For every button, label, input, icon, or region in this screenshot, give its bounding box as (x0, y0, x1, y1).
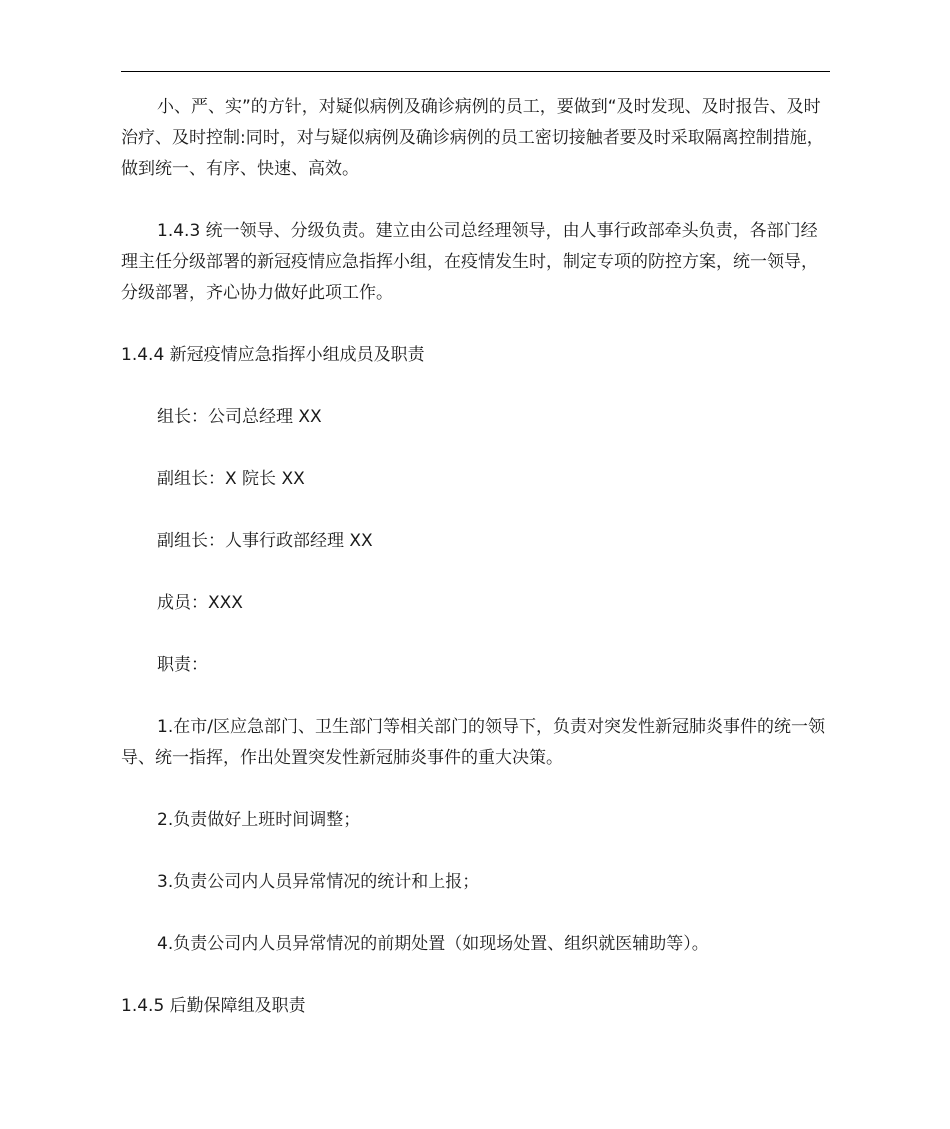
section-heading-logistics-group: 1.4.5 后勤保障组及职责 (121, 996, 306, 1016)
duty-item-1: 1.在市/区应急部门、卫生部门等相关部门的领导下，负责对突发性新冠肺炎事件的统一领导、统一指挥，作出处置突发性新冠肺炎事件的重大决策。 (121, 717, 825, 768)
section-heading-command-group: 1.4.4 新冠疫情应急指挥小组成员及职责 (121, 345, 425, 365)
header-rule (121, 71, 830, 72)
duty-item-4: 4.负责公司内人员异常情况的前期处置（如现场处置、组织就医辅助等）。 (157, 934, 709, 954)
member-deputy-leader-2: 副组长：人事行政部经理 XX (157, 531, 373, 551)
duty-item-3: 3.负责公司内人员异常情况的统计和上报； (157, 872, 480, 892)
paragraph-policy-continuation: 小、严、实”的方针，对疑似病例及确诊病例的员工，要做到“及时发现、及时报告、及时治疗、及时控制:同时，对与疑似病例及确诊病例的员工密切接触者要及时采取隔离控制措施，做到统一、有序、快速、高效。 (121, 97, 824, 179)
duty-item-2: 2.负责做好上班时间调整； (157, 810, 361, 830)
document-body (121, 92, 830, 1022)
duties-label: 职责： (157, 655, 208, 675)
member-group-leader: 组长：公司总经理 XX (157, 407, 322, 427)
member-deputy-leader-1: 副组长：X 院长 XX (157, 469, 305, 489)
member-members: 成员：XXX (157, 593, 243, 613)
paragraph-unified-leadership: 1.4.3 统一领导、分级负责。建立由公司总经理领导，由人事行政部牵头负责，各部门经理主任分级部署的新冠疫情应急指挥小组，在疫情发生时，制定专项的防控方案，统一领导，分级部署，齐心协力做好此项工作。 (121, 221, 818, 303)
